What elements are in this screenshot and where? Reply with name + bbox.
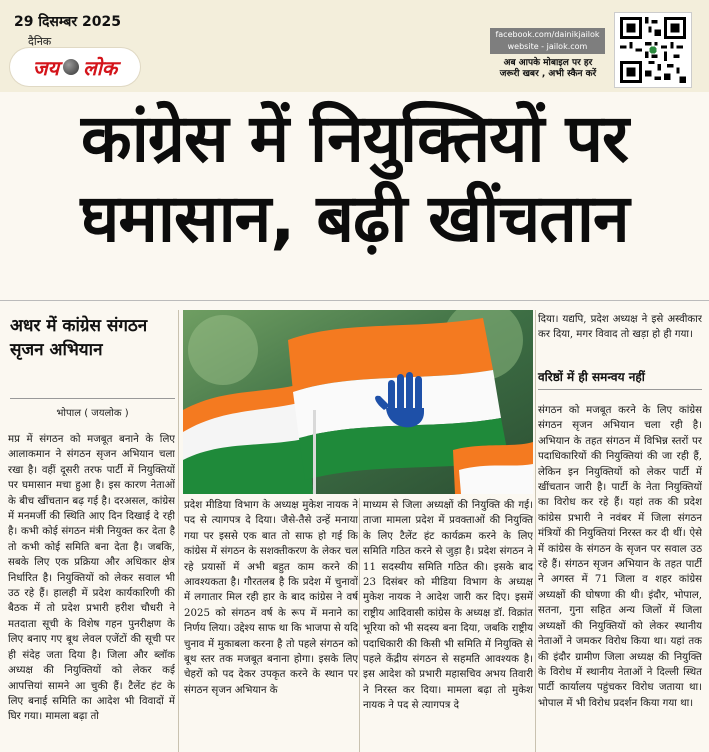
logo-text-left: जय (32, 55, 60, 80)
column-divider (535, 310, 536, 752)
facebook-link[interactable]: facebook.com/dainikjailok (495, 30, 600, 39)
masthead (0, 0, 709, 92)
promo-line-2: जरूरी खबर , अभी स्कैन करें (499, 69, 597, 79)
website-link[interactable]: website - jailok.com (507, 42, 588, 51)
article-column-4-continued: दिया। यद्यपि, प्रदेश अध्यक्ष ने इसे अस्वीकार कर दिया, मगर विवाद तो खड़ा हो ही गया। (538, 314, 702, 341)
headline-line-1: कांग्रेस में नियुक्तियों पर (81, 100, 628, 177)
column-divider (359, 498, 360, 752)
logo-text-right: लोक (83, 55, 118, 80)
main-headline (0, 100, 709, 260)
globe-icon (63, 59, 79, 75)
column-divider (178, 310, 179, 752)
article-column-4: संगठन को मजबूत करने के लिए कांग्रेस संगठन सृजन अभियान चला रही है। अभियान के तहत संगठन में विभिन्न स्तरों पर पदाधिकारियों की नियुक्तियां की जा रही हैं, लेकिन इन नियुक्तियों को लेकर पार्टी में खींचतान जारी है। पार्टी के नेता नियुक्तियों का विरोध कर रहे हैं। यहां तक की प्रदेश कांग्रेस प्रभारी ने नवंबर में जिला संगठन मंत्रियों की नियुक्तियां निरस्त कर दी थीं। ऐसे में कांग्रेस के संगठन के सृजन पर सवाल उठ रहे हैं। संगठन सृजन अभियान के तहत पार्टी ने अगस्त में 71 जिला व शहर कांग्रेस अध्यक्षों की घोषणा की थी। इंदौर, भोपाल, सतना, गुना सहित अन्य जिलों में जिला अध्यक्षों की नियुक्तियों को लेकर स्थानीय नेताओं ने जमकर विरोध किया था। यहां तक की इंदौर ग्रामीण जिला अध्यक्ष की नियुक्ति के विरोध में स्थानीय नेताओं ने दिल्ली स्थित पार्टी कार्यालय पहुंचकर विरोध जताया था। भोपाल में भी विरोध प्रदर्शन किया गया था। (538, 405, 702, 709)
scan-promo (486, 58, 610, 80)
dateline: भोपाल ( जयलोक ) (10, 398, 175, 419)
article-column-2: प्रदेश मीडिया विभाग के अध्यक्ष मुकेश नायक ने पद से त्यागपत्र दे दिया। जैसे-तैसे उन्हें मनाया गया पर इससे एक बात तो साफ हो गई कि कांग्रेस में संगठन के सशक्तीकरण के लेकर चल रहे प्रयासों में अभी बहुत काम करने की आवश्यकता है। गौरतलब है कि प्रदेश में चुनावों में लगातार मिल रही हार के बाद कांग्रेस ने वर्ष 2025 को संगठन वर्ष के रूप में मनाने का निर्णय लिया। उद्देश्य साफ था कि भाजपा से यदि चुनाव में मुकाबला करना है तो पहले संगठन को बूथ स्तर तक मजबूत बनाना होगा। इसके लिए चेहरों को पद देकर उपकृत करने के स्थान पर संगठन सृजन अभियान के (184, 500, 358, 696)
article-column-3: माध्यम से जिला अध्यक्षों की नियुक्ति की गई। ताजा मामला प्रदेश में प्रवक्ताओं की नियुक्ति के लिए टैलेंट हंट कार्यक्रम करने के लिए समिति गठित करने से जुड़ा है। प्रदेश संगठन ने 11 सदस्यीय समिति गठित की। इसके बाद 23 दिसंबर को मीडिया विभाग के अध्यक्ष मुकेश नायक ने आदेश जारी कर दिए। इसमें राष्ट्रीय आदिवासी कांग्रेस के अध्यक्ष डॉ. विक्रांत भूरिया को भी सदस्य बना दिया, जबकि राष्ट्रीय पदाधिकारी की किसी भी समिति में नियुक्ति से पहले केंद्रीय संगठन से सहमति आवश्यक है। इस आदेश को प्रभारी महासचिव अभय तिवारी ने निरस्त कर दिया। मामला बढ़ा तो मुकेश नायक ने पद से त्यागपत्र दे (363, 500, 533, 712)
section-subheading: वरिष्ठों में ही समन्वय नहीं (538, 368, 702, 390)
newspaper-logo[interactable] (10, 48, 140, 86)
article-subheading: अधर में कांग्रेस संगठन सृजन अभियान (10, 316, 148, 360)
headline-divider (0, 300, 709, 301)
brand-prefix: दैनिक (28, 35, 52, 48)
web-links-box (490, 28, 605, 54)
promo-line-1: अब आपके मोबाइल पर हर (503, 58, 593, 68)
article-column-1: मप्र में संगठन को मजबूत बनाने के लिए आलाकमान ने संगठन सृजन अभियान चला रखा है। वहीं दूसरी तरफ पार्टी में नियुक्तियों पर घमासान मचा हुआ है। इस कारण नेताओं के बीच खींचतान बढ़ गई है। दरअसल, कांग्रेस में मनमर्जी की स्थिति आए दिन दिखाई दे रही है। कभी कोई संगठन मंत्री नियुक्त कर देता है तो कभी कोई समिति बना देता है। जबकि, सबके लिए एक प्रक्रिया और अधिकार क्षेत्र निर्धारित है। नियुक्तियों को लेकर सवाल भी उठ रहे हैं। हालही में प्रदेश कार्यकारिणी की बैठक में तो प्रदेश प्रभारी हरीश चौधरी ने मतदाता सूची के विशेष गहन पुनरीक्षण के लिए बनाए गए बूथ लेवल एजेंटों की सूची पर ही संदेह जता दिया है। जिला और ब्लॉक अध्यक्ष की नियुक्तियों को लेकर कई आपत्तियां सामने आ चुकी हैं। टैलेंट हंट के लिए बनाई समिति का आदेश भी विवादों में घिर गया। मामला बढ़ा तो (8, 434, 175, 723)
qr-code-icon[interactable] (614, 12, 692, 88)
headline-line-2: घमासान, बढ़ी खींचतान (80, 180, 629, 257)
congress-flag-photo (183, 310, 533, 494)
issue-date: 29 दिसम्बर 2025 (14, 14, 121, 30)
